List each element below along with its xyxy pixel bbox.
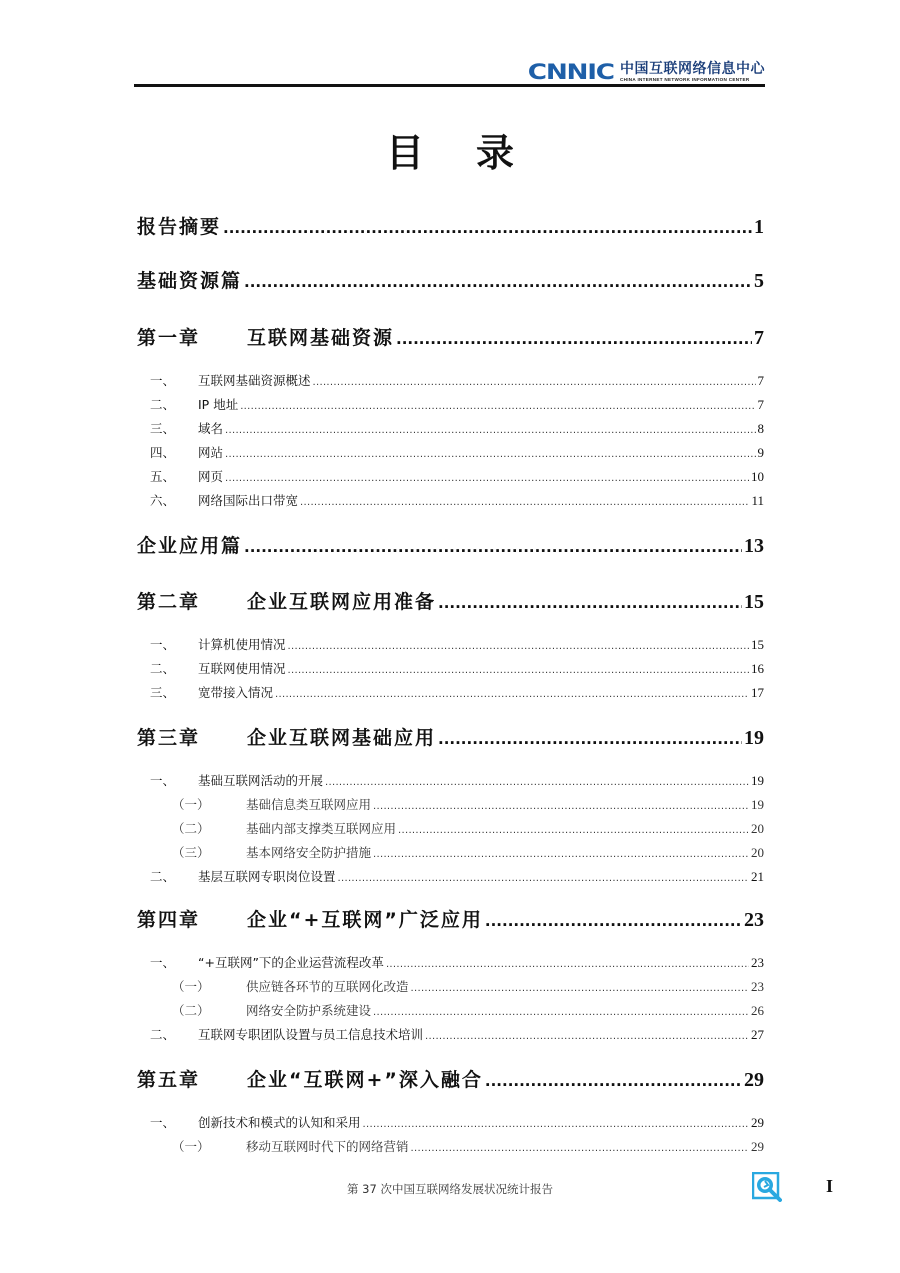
toc-leader-dots xyxy=(438,594,742,612)
toc-entry-label: 企业应用篇 xyxy=(137,535,243,557)
toc-entry-label: 基础资源篇 xyxy=(137,270,243,292)
toc-entry-number: 一、 xyxy=(150,637,176,652)
toc-entry-number: 第五章 xyxy=(137,1069,201,1091)
toc-entry[interactable] xyxy=(137,531,764,557)
toc-entry-page: 19 xyxy=(751,797,764,812)
toc-entry-number: 五、 xyxy=(150,469,176,484)
toc-leader-dots xyxy=(225,473,749,484)
toc-entry-page: 26 xyxy=(751,1003,764,1018)
toc-entry[interactable] xyxy=(150,395,764,413)
toc-leader-dots xyxy=(313,377,756,388)
toc-entry[interactable] xyxy=(172,977,764,995)
toc-entry-page: 15 xyxy=(744,591,764,613)
toc-entry-label: 域名 xyxy=(198,421,224,436)
toc-entry[interactable] xyxy=(137,905,764,931)
toc-entry[interactable] xyxy=(172,1137,764,1155)
toc-entry-number: 六、 xyxy=(150,493,176,508)
toc-entry-number: 二、 xyxy=(150,869,176,884)
toc-entry-number: 第三章 xyxy=(137,727,201,749)
toc-entry-page: 13 xyxy=(744,535,764,557)
toc-entry-page: 19 xyxy=(744,727,764,749)
toc-entry-label: 基础信息类互联网应用 xyxy=(246,797,372,812)
logo-chinese-name: 中国互联网络信息中心 xyxy=(620,61,765,77)
toc-entry[interactable] xyxy=(172,843,764,861)
toc-entry-number: 二、 xyxy=(150,661,176,676)
toc-entry[interactable] xyxy=(172,819,764,837)
toc-entry[interactable] xyxy=(137,587,764,613)
toc-entry-label: 计算机使用情况 xyxy=(198,637,286,652)
toc-entry-label: 互联网基础资源概述 xyxy=(198,373,311,388)
toc-entry-label: “+互联网”下的企业运营流程改革 xyxy=(198,955,384,970)
toc-entry-page: 19 xyxy=(751,773,764,788)
toc-entry-number: （一） xyxy=(172,979,210,994)
toc-leader-dots xyxy=(425,1031,749,1042)
toc-entry[interactable] xyxy=(150,371,764,389)
toc-entry-number: 第一章 xyxy=(137,327,201,349)
toc-entry-label: 网站 xyxy=(198,445,224,460)
toc-leader-dots xyxy=(373,849,749,860)
toc-entry-page: 7 xyxy=(757,373,764,388)
cnnic-logo xyxy=(528,60,765,84)
toc-leader-dots xyxy=(373,1007,749,1018)
toc-entry[interactable] xyxy=(150,635,764,653)
toc-leader-dots xyxy=(300,497,749,508)
toc-entry-number: （一） xyxy=(172,1139,210,1154)
logo-english-name: CHINA INTERNET NETWORK INFORMATION CENTER xyxy=(620,77,750,82)
search-report-icon xyxy=(752,1172,782,1202)
toc-entry[interactable] xyxy=(150,1113,764,1131)
page-number: I xyxy=(826,1176,834,1196)
toc-entry[interactable] xyxy=(137,1065,764,1091)
toc-entry-label: 基层互联网专职岗位设置 xyxy=(198,869,336,884)
toc-entry[interactable] xyxy=(150,491,764,509)
toc-entry-label: 报告摘要 xyxy=(137,216,222,238)
toc-entry-number: 四、 xyxy=(150,445,176,460)
toc-leader-dots xyxy=(225,449,755,460)
toc-leader-dots xyxy=(244,538,742,556)
header-divider xyxy=(134,84,765,87)
toc-leader-dots xyxy=(363,1119,749,1130)
footer-report-title: 第 37 次中国互联网络发展状况统计报告 xyxy=(347,1182,553,1196)
toc-entry[interactable] xyxy=(137,723,764,749)
toc-entry-number: 一、 xyxy=(150,773,176,788)
toc-entry-page: 20 xyxy=(751,821,764,836)
toc-leader-dots xyxy=(411,1143,749,1154)
toc-entry-number: 二、 xyxy=(150,1027,176,1042)
toc-entry-page: 7 xyxy=(754,327,764,349)
toc-entry-page: 1 xyxy=(754,216,764,238)
toc-entry[interactable] xyxy=(150,1025,764,1043)
toc-entry-page: 21 xyxy=(751,869,764,884)
toc-entry-label: 互联网基础资源 xyxy=(247,327,395,349)
toc-entry-page: 29 xyxy=(744,1069,764,1091)
toc-entry-page: 11 xyxy=(751,493,764,508)
toc-entry-number: （三） xyxy=(172,845,210,860)
toc-leader-dots xyxy=(240,401,755,412)
toc-leader-dots xyxy=(386,959,749,970)
toc-entry-page: 8 xyxy=(757,421,764,436)
toc-entry-label: 互联网专职团队设置与员工信息技术培训 xyxy=(198,1027,424,1042)
toc-entry-label: 创新技术和模式的认知和采用 xyxy=(198,1115,361,1130)
toc-entry-label: 企业互联网应用准备 xyxy=(247,591,437,613)
toc-entry-label: 企业“互联网+”深入融合 xyxy=(247,1069,483,1091)
toc-entry-number: 一、 xyxy=(150,373,176,388)
toc-entry-number: （二） xyxy=(172,821,210,836)
toc-entry-label: 网络国际出口带宽 xyxy=(198,493,299,508)
toc-entry-page: 27 xyxy=(751,1027,764,1042)
toc-leader-dots xyxy=(411,983,749,994)
toc-entry-number: （一） xyxy=(172,797,210,812)
toc-leader-dots xyxy=(225,425,755,436)
toc-entry-page: 29 xyxy=(751,1139,764,1154)
toc-entry-page: 20 xyxy=(751,845,764,860)
toc-entry[interactable] xyxy=(150,443,764,461)
toc-entry-page: 17 xyxy=(751,685,764,700)
toc-entry-number: 三、 xyxy=(150,685,176,700)
toc-entry[interactable] xyxy=(150,953,764,971)
toc-entry-number: 第二章 xyxy=(137,591,201,613)
toc-entry-number: 一、 xyxy=(150,1115,176,1130)
toc-entry-page: 23 xyxy=(751,979,764,994)
toc-entry[interactable] xyxy=(150,467,764,485)
toc-entry-label: 供应链各环节的互联网化改造 xyxy=(246,979,409,994)
toc-entry-page: 15 xyxy=(751,637,764,652)
toc-leader-dots xyxy=(288,641,749,652)
toc-entry-page: 29 xyxy=(751,1115,764,1130)
toc-entry-page: 16 xyxy=(751,661,764,676)
toc-entry-label: 网页 xyxy=(198,469,224,484)
toc-entry-number: 一、 xyxy=(150,955,176,970)
toc-entry-label: 宽带接入情况 xyxy=(198,685,274,700)
toc-leader-dots xyxy=(244,273,752,291)
toc-leader-dots xyxy=(438,730,742,748)
toc-entry[interactable] xyxy=(150,771,764,789)
toc-entry[interactable] xyxy=(150,683,764,701)
toc-leader-dots xyxy=(485,1072,742,1090)
toc-entry-number: 三、 xyxy=(150,421,176,436)
toc-entry-label: IP 地址 xyxy=(198,397,239,412)
page-title: 目录 xyxy=(385,131,566,175)
toc-leader-dots xyxy=(223,219,752,237)
toc-entry[interactable] xyxy=(137,323,764,349)
toc-entry[interactable] xyxy=(150,419,764,437)
toc-entry-page: 23 xyxy=(744,909,764,931)
toc-entry-page: 23 xyxy=(751,955,764,970)
toc-entry-label: 企业“+互联网”广泛应用 xyxy=(247,909,483,931)
toc-leader-dots xyxy=(485,912,742,930)
toc-entry[interactable] xyxy=(172,795,764,813)
toc-leader-dots xyxy=(338,873,749,884)
toc-entry[interactable] xyxy=(137,212,764,238)
toc-entry-label: 基本网络安全防护措施 xyxy=(246,845,372,860)
toc-leader-dots xyxy=(325,777,749,788)
toc-leader-dots xyxy=(275,689,749,700)
toc-leader-dots xyxy=(373,801,749,812)
toc-entry[interactable] xyxy=(172,1001,764,1019)
toc-leader-dots xyxy=(396,330,752,348)
logo-mark: CNNIC xyxy=(528,60,614,84)
toc-entry-number: 第四章 xyxy=(137,909,201,931)
toc-entry-label: 移动互联网时代下的网络营销 xyxy=(246,1139,409,1154)
toc-entry[interactable] xyxy=(150,659,764,677)
toc-entry-page: 9 xyxy=(757,445,764,460)
toc-entry-page: 10 xyxy=(751,469,764,484)
toc-leader-dots xyxy=(398,825,749,836)
toc-entry-number: （二） xyxy=(172,1003,210,1018)
toc-entry-label: 企业互联网基础应用 xyxy=(247,727,437,749)
toc-entry[interactable] xyxy=(150,867,764,885)
toc-entry-label: 基础互联网活动的开展 xyxy=(198,773,324,788)
toc-entry-label: 网络安全防护系统建设 xyxy=(246,1003,372,1018)
toc-entry[interactable] xyxy=(137,266,764,292)
toc-entry-page: 7 xyxy=(757,397,764,412)
toc-entry-label: 基础内部支撑类互联网应用 xyxy=(246,821,397,836)
toc-entry-page: 5 xyxy=(754,270,764,292)
toc-entry-label: 互联网使用情况 xyxy=(198,661,286,676)
toc-leader-dots xyxy=(288,665,749,676)
toc-entry-number: 二、 xyxy=(150,397,176,412)
page-header xyxy=(134,56,765,88)
